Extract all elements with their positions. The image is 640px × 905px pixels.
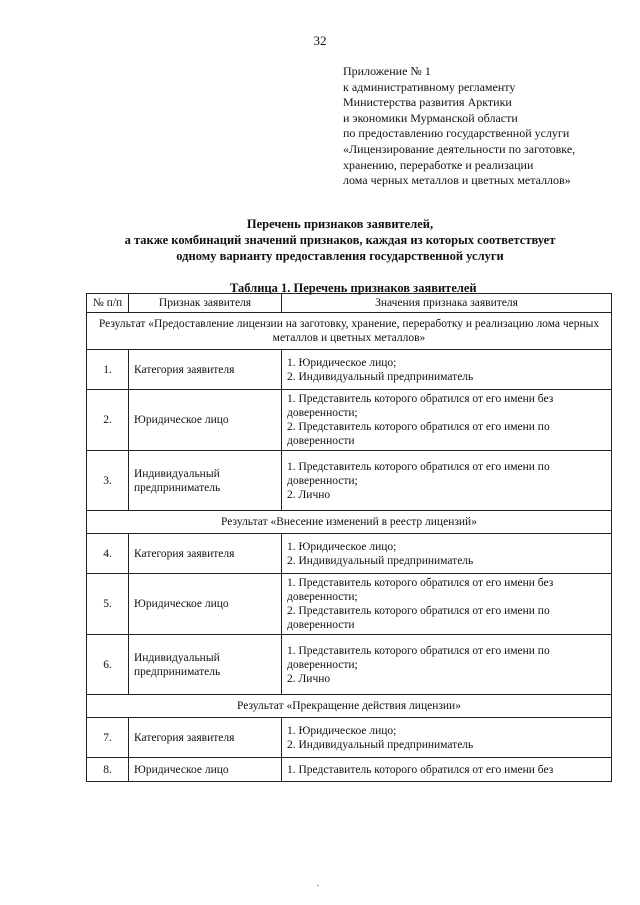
table-row bbox=[87, 718, 612, 758]
row-number: 4. bbox=[87, 534, 129, 574]
sign-cell: Юридическое лицо bbox=[129, 390, 282, 451]
values-cell bbox=[282, 390, 612, 451]
row-number: 1. bbox=[87, 350, 129, 390]
values-cell bbox=[282, 718, 612, 758]
table-row bbox=[87, 534, 612, 574]
values-cell bbox=[282, 534, 612, 574]
table-row bbox=[87, 350, 612, 390]
value-line: 2. Индивидуальный предприниматель bbox=[287, 738, 474, 751]
row-number: 8. bbox=[87, 758, 129, 782]
row-number: 3. bbox=[87, 451, 129, 511]
result-title: Результат «Внесение изменений в реестр лицензий» bbox=[87, 511, 612, 534]
table-body bbox=[87, 313, 612, 782]
appendix-line: Министерства развития Арктики bbox=[343, 95, 512, 110]
row-number: 2. bbox=[87, 390, 129, 451]
header-num: № п/п bbox=[87, 294, 129, 313]
appendix-line: к административному регламенту bbox=[343, 79, 516, 94]
value-line: 1. Представитель которого обратился от его имени по доверенности; bbox=[287, 644, 550, 671]
page-mark: · bbox=[316, 878, 320, 892]
appendix-line: по предоставлению государственной услуги bbox=[343, 126, 570, 141]
value-line: 1. Представитель которого обратился от его имени по доверенности; bbox=[287, 460, 550, 487]
heading-line: одному варианту предоставления государственной услуги bbox=[176, 249, 504, 263]
sign-cell: Категория заявителя bbox=[129, 534, 282, 574]
values-cell bbox=[282, 635, 612, 695]
value-line: 1. Юридическое лицо; bbox=[287, 356, 397, 369]
table-header-row bbox=[87, 294, 612, 313]
values-cell bbox=[282, 758, 612, 782]
table-row bbox=[87, 574, 612, 635]
sign-cell: Юридическое лицо bbox=[129, 574, 282, 635]
table-caption: Таблица 1. Перечень признаков заявителей bbox=[230, 281, 477, 295]
value-line: 2. Индивидуальный предприниматель bbox=[287, 554, 474, 567]
value-line: 1. Представитель которого обратился от его имени без доверенности; bbox=[287, 577, 554, 603]
value-line: 2. Представитель которого обратился от его имени по доверенности bbox=[287, 605, 550, 631]
header-sign: Признак заявителя bbox=[129, 294, 282, 313]
appendix-line: лома черных металлов и цветных металлов» bbox=[343, 173, 571, 188]
result-title: Результат «Предоставление лицензии на заготовку, хранение, переработку и реализацию лома черных металлов и цветных металлов» bbox=[87, 313, 612, 350]
row-number: 5. bbox=[87, 574, 129, 635]
value-line: 1. Представитель которого обратился от его имени без bbox=[287, 763, 554, 776]
result-section-row bbox=[87, 313, 612, 350]
value-line: 1. Представитель которого обратился от его имени без доверенности; bbox=[287, 393, 554, 419]
table-row bbox=[87, 451, 612, 511]
sign-cell: Категория заявителя bbox=[129, 350, 282, 390]
values-cell bbox=[282, 451, 612, 511]
values-cell bbox=[282, 574, 612, 635]
appendix-line: хранению, переработке и реализации bbox=[343, 157, 534, 172]
sign-cell: Индивидуальный предприниматель bbox=[129, 451, 282, 511]
value-line: 2. Представитель которого обратился от его имени по доверенности bbox=[287, 421, 550, 447]
result-title: Результат «Прекращение действия лицензии» bbox=[87, 695, 612, 718]
value-line: 2. Лично bbox=[287, 488, 331, 501]
values-cell bbox=[282, 350, 612, 390]
sign-cell: Юридическое лицо bbox=[129, 758, 282, 782]
value-line: 2. Индивидуальный предприниматель bbox=[287, 370, 474, 383]
sign-cell: Индивидуальный предприниматель bbox=[129, 635, 282, 695]
value-line: 1. Юридическое лицо; bbox=[287, 540, 397, 553]
appendix-line: «Лицензирование деятельности по заготовке, bbox=[343, 141, 576, 156]
sign-cell: Категория заявителя bbox=[129, 718, 282, 758]
appendix-line: и экономики Мурманской области bbox=[343, 110, 518, 125]
header-values: Значения признака заявителя bbox=[282, 294, 612, 313]
row-number: 7. bbox=[87, 718, 129, 758]
document-heading bbox=[40, 216, 640, 264]
appendix-line: Приложение № 1 bbox=[343, 64, 431, 78]
appendix-block bbox=[343, 64, 633, 189]
value-line: 2. Лично bbox=[287, 672, 331, 685]
table-row bbox=[87, 635, 612, 695]
heading-line: а также комбинаций значений признаков, каждая из которых соответствует bbox=[124, 233, 556, 247]
value-line: 1. Юридическое лицо; bbox=[287, 724, 397, 737]
result-section-row bbox=[87, 695, 612, 718]
heading-line: Перечень признаков заявителей, bbox=[246, 217, 434, 231]
row-number: 6. bbox=[87, 635, 129, 695]
table-row bbox=[87, 758, 612, 782]
page-number: 32 bbox=[313, 33, 327, 48]
table-row bbox=[87, 390, 612, 451]
result-section-row bbox=[87, 511, 612, 534]
applicant-signs-table bbox=[86, 293, 612, 782]
